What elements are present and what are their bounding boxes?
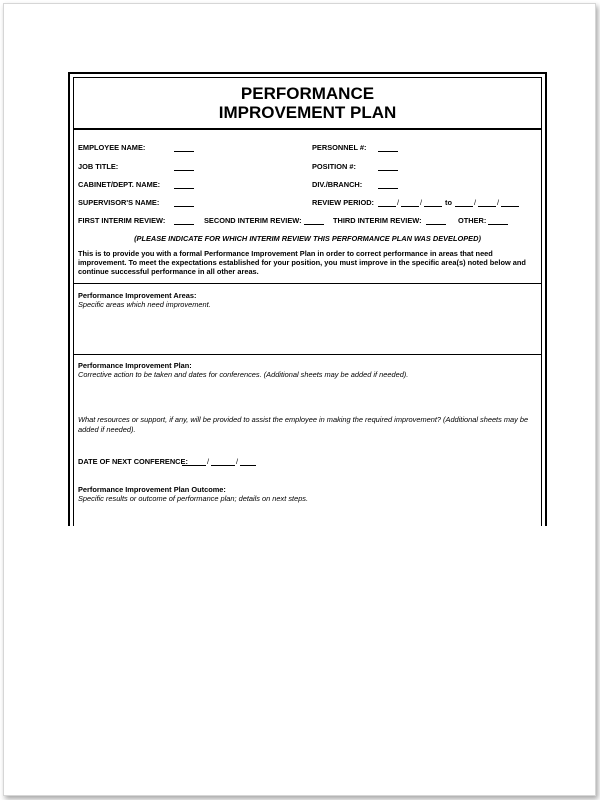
- section-divider: [74, 354, 541, 355]
- supervisor-name-label: SUPERVISOR'S NAME:: [78, 198, 160, 207]
- other-label: OTHER:: [458, 216, 487, 225]
- resources-support-description: What resources or support, if any, will be provided to assist the employee in making the required improvement? (Additional sheets may be added if needed).: [78, 415, 529, 434]
- position-number-field[interactable]: [378, 170, 398, 171]
- other-field[interactable]: [488, 224, 508, 225]
- date-slash: /: [420, 198, 423, 207]
- supervisor-name-field[interactable]: [174, 206, 194, 207]
- review-period-end-day[interactable]: [478, 206, 496, 207]
- review-period-start-day[interactable]: [401, 206, 419, 207]
- third-interim-field[interactable]: [426, 224, 446, 225]
- cabinet-dept-field[interactable]: [174, 188, 194, 189]
- date-slash: /: [397, 198, 400, 207]
- plan-outcome-description: Specific results or outcome of performance plan; details on next steps.: [78, 494, 309, 503]
- intro-paragraph: This is to provide you with a formal Performance Improvement Plan in order to correct performance in areas that need improvement. To meet the expectations established for your position, you must improve in the specific area(s) noted below and continue successful performance in all other areas.: [78, 249, 526, 276]
- review-period-to-label: to: [445, 198, 452, 207]
- personnel-number-label: PERSONNEL #:: [312, 143, 367, 152]
- second-interim-field[interactable]: [304, 224, 324, 225]
- third-interim-label: THIRD INTERIM REVIEW:: [333, 216, 422, 225]
- position-number-label: POSITION #:: [312, 162, 356, 171]
- cabinet-dept-label: CABINET/DEPT. NAME:: [78, 180, 161, 189]
- improvement-plan-heading: Performance Improvement Plan:: [78, 361, 192, 370]
- next-conference-day[interactable]: [211, 465, 235, 466]
- job-title-field[interactable]: [174, 170, 194, 171]
- date-slash: /: [474, 198, 477, 207]
- div-branch-field[interactable]: [378, 188, 398, 189]
- pip-form-inner: [73, 77, 542, 526]
- plan-outcome-heading: Performance Improvement Plan Outcome:: [78, 485, 226, 494]
- review-period-end-month[interactable]: [455, 206, 473, 207]
- review-period-start-year[interactable]: [424, 206, 442, 207]
- next-conference-month[interactable]: [182, 465, 206, 466]
- review-period-start-month[interactable]: [378, 206, 396, 207]
- date-slash: /: [236, 457, 239, 466]
- job-title-label: JOB TITLE:: [78, 162, 119, 171]
- date-slash: /: [497, 198, 500, 207]
- employee-name-label: EMPLOYEE NAME:: [78, 143, 146, 152]
- form-title-line2: IMPROVEMENT PLAN: [218, 103, 397, 122]
- form-title-line1: PERFORMANCE: [240, 84, 375, 103]
- review-period-label: REVIEW PERIOD:: [312, 198, 375, 207]
- review-period-end-year[interactable]: [501, 206, 519, 207]
- pip-form: [68, 72, 547, 526]
- improvement-areas-heading: Performance Improvement Areas:: [78, 291, 197, 300]
- interim-review-note: (PLEASE INDICATE FOR WHICH INTERIM REVIEW THIS PERFORMANCE PLAN WAS DEVELOPED): [134, 234, 481, 243]
- improvement-areas-description: Specific areas which need improvement.: [78, 300, 211, 309]
- improvement-plan-description: Corrective action to be taken and dates for conferences. (Additional sheets may be added if needed).: [78, 370, 409, 379]
- section-divider: [74, 283, 541, 284]
- first-interim-label: FIRST INTERIM REVIEW:: [78, 216, 166, 225]
- next-conference-year[interactable]: [240, 465, 256, 466]
- document-page: [3, 3, 596, 796]
- employee-name-field[interactable]: [174, 151, 194, 152]
- form-title: [74, 78, 541, 130]
- second-interim-label: SECOND INTERIM REVIEW:: [204, 216, 302, 225]
- next-conference-label: DATE OF NEXT CONFERENCE:: [78, 457, 188, 466]
- date-slash: /: [207, 457, 210, 466]
- personnel-number-field[interactable]: [378, 151, 398, 152]
- div-branch-label: DIV./BRANCH:: [312, 180, 363, 189]
- first-interim-field[interactable]: [174, 224, 194, 225]
